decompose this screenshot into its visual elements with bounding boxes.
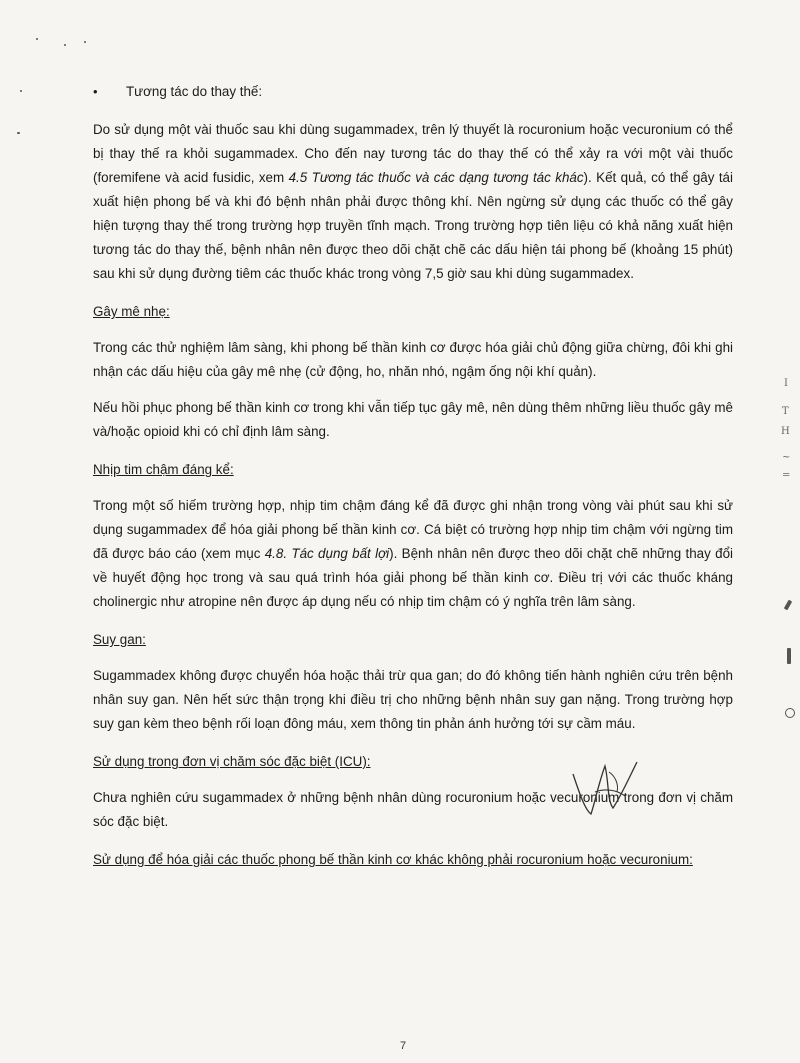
paragraph-text: Trong một số hiếm trường hợp, nhịp tim chậm đáng kể đã được ghi nhận trong vòng vài phút sau khi sử dụng sugammadex để hóa giải phong bế thần kinh cơ. Cá biệt có trường hợp nhịp tim chậm với ngừng tim đã được báo cáo (xem mục <box>93 498 733 561</box>
bullet-text: Tương tác do thay thế: <box>126 84 263 99</box>
cross-reference: 4.8. Tác dụng bất lợi <box>264 546 390 561</box>
bullet-symbol: • <box>93 84 98 99</box>
scan-speck <box>787 648 791 664</box>
scan-speck <box>17 132 20 134</box>
handwritten-signature-mark <box>565 752 645 822</box>
margin-mark: T <box>782 406 789 417</box>
paragraph-text: ). Kết quả, có thể gây tái xuất hiện phong bế và khi đó bệnh nhân phải được thông khí. Nên ngừng sử dụng các thuốc có thể gây hiện tượng thay thế trong trường hợp truyền tĩnh mạch. Trong trường hợp tiên liệu có khả năng xuất hiện tương tác do thay thế, bệnh nhân nên được theo dõi chặt chẽ các dấu hiện tái phong bế (khoảng 15 phút) sau khi sử dụng đường tiêm các thuốc khác trong vòng 7,5 giờ sau khi dùng sugammadex. <box>93 170 733 281</box>
section-heading-light-anesthesia: Gây mê nhẹ: <box>93 304 170 319</box>
section-heading-liver: Suy gan: <box>93 632 146 647</box>
scan-speck <box>84 41 86 43</box>
margin-mark: I <box>784 378 788 389</box>
scan-speck <box>20 90 22 92</box>
paragraph-displacement <box>93 118 733 286</box>
paragraph-bradycardia <box>93 494 733 614</box>
section-heading-icu: Sử dụng trong đơn vị chăm sóc đặc biệt (ICU): <box>93 754 371 769</box>
margin-mark: = <box>782 470 791 481</box>
scan-speck <box>785 708 795 718</box>
margin-mark: H <box>781 426 790 437</box>
paragraph-liver: Sugammadex không được chuyển hóa hoặc thải trừ qua gan; do đó không tiến hành nghiên cứu trên bệnh nhân suy gan. Nên hết sức thận trọng khi điều trị cho những bệnh nhân suy gan nặng. Trong trường hợp suy gan kèm theo bệnh rối loạn đông máu, xem thông tin phản ánh hưởng tới sự cầm máu. <box>93 668 733 731</box>
paragraph-text: Do sử dụng một vài thuốc sau khi dùng sugammadex, trên lý thuyết là rocuronium hoặc vecuronium có thể bị thay thế ra khỏi sugammadex. Cho đến nay tương tác do thay thế có thể xảy ra với một vài thuốc (foremifene và acid fusidic, xem <box>93 122 733 185</box>
scan-speck <box>36 38 38 40</box>
section-heading-other-nmb: Sử dụng để hóa giải các thuốc phong bế thần kinh cơ khác không phải rocuronium hoặc vecuronium: <box>93 852 693 867</box>
scan-speck <box>64 44 66 46</box>
margin-mark: ~ <box>782 452 791 463</box>
cross-reference: 4.5 Tương tác thuốc và các dạng tương tác khác <box>288 170 584 185</box>
section-heading-bradycardia: Nhịp tim chậm đáng kể: <box>93 462 234 477</box>
page-number: 7 <box>400 1040 407 1052</box>
paragraph-icu: Chưa nghiên cứu sugammadex ở những bệnh nhân dùng rocuronium hoặc vecuronium trong đơn vị chăm sóc đặc biệt. <box>93 790 733 829</box>
bullet-item <box>93 80 733 104</box>
paragraph-text: ). Bệnh nhân nên được theo dõi chặt chẽ những thay đổi về huyết động học trong và sau quá trình hóa giải phong bế thần kinh cơ. Điều trị với các thuốc kháng cholinergic như atropine nên được áp dụng nếu có nhịp tim chậm có ý nghĩa trên lâm sàng. <box>93 546 733 609</box>
scan-speck <box>784 600 792 611</box>
paragraph-anesthesia-continuation: Nếu hồi phục phong bế thần kinh cơ trong khi vẫn tiếp tục gây mê, nên dùng thêm những liều thuốc gây mê và/hoặc opioid khi có chỉ định lâm sàng. <box>93 400 733 439</box>
paragraph-light-anesthesia: Trong các thử nghiệm lâm sàng, khi phong bế thần kinh cơ được hóa giải chủ động giữa chừng, đôi khi ghi nhận các dấu hiệu của gây mê nhẹ (cử động, ho, nhăn nhó, ngậm ống nội khí quản). <box>93 340 733 379</box>
